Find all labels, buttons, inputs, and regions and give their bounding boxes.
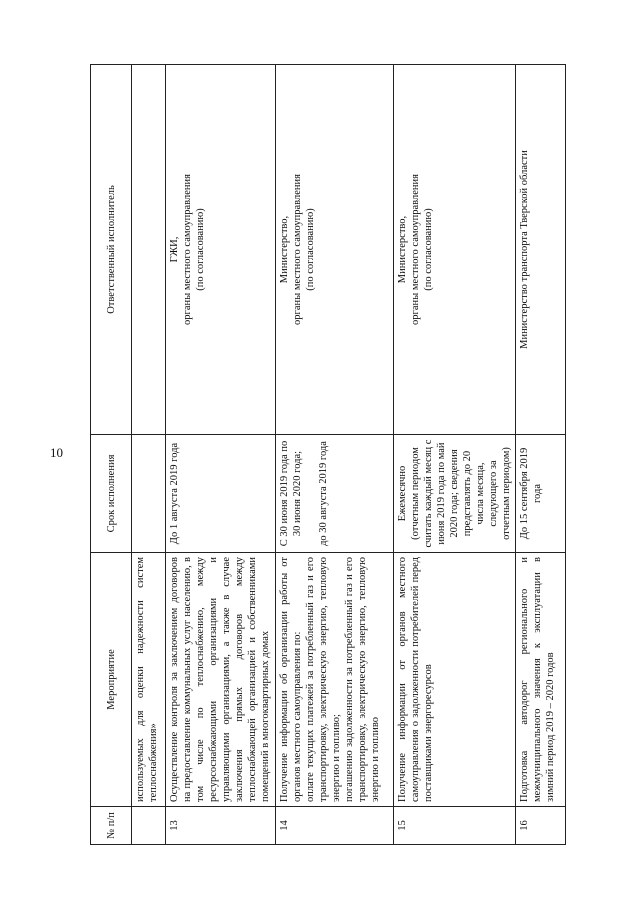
page-number: 10 [50,445,63,460]
row-deadline: До 15 сентября 2019 года [516,435,566,553]
row-executor: Министерство, органы местного самоуправления (по согласованию) [394,65,516,435]
header-deadline: Срок исполнения [91,435,132,553]
row-executor: ГЖИ, органы местного самоуправления (по согласованию) [166,65,276,435]
row-event: используемых для оценки надежности систем теплоснабжения» [132,553,166,807]
row-event: Получение информации от органов местного самоуправления о задолженности потребителей перед поставщиками энергоресурсов [394,553,516,807]
row-num: 15 [394,807,516,845]
row-num: 14 [276,807,394,845]
row-event: Подготовка автодорог регионального и межмуниципального значения к эксплуатации в зимний период 2019 – 2020 годов [516,553,566,807]
header-executor: Ответственный исполнитель [91,65,132,435]
table-row [166,65,276,845]
row-event: Осуществление контроля за заключением договоров на предоставление коммунальных услуг населению, в том числе по теплоснабжению, между ресурсоснабжающими организациями и управляющими организациями, а также в случае заключения прямых договоров между теплоснабжающей организацией и собственниками помещений в многоквартирных домах [166,553,276,807]
row-num: 13 [166,807,276,845]
events-table [90,64,566,845]
header-event: Мероприятие [91,553,132,807]
table-row [516,65,566,845]
row-deadline [132,435,166,553]
header-num: № п/п [91,807,132,845]
table-row [132,65,166,845]
table-row [394,65,516,845]
table-row [276,65,394,845]
row-num [132,807,166,845]
row-num: 16 [516,807,566,845]
row-deadline: До 1 августа 2019 года [166,435,276,553]
row-deadline: Ежемесячно (отчетным периодом считать каждый месяц с июня 2019 года по май 2020 года; сведения представлять до 20 числа месяца, следующего за отчетным периодом) [394,435,516,553]
table-header-row [91,65,132,845]
row-executor [132,65,166,435]
rotated-table-wrapper [90,65,555,845]
row-executor: Министерство транспорта Тверской области [516,65,566,435]
row-deadline: С 30 июня 2019 года по 30 июня 2020 года; до 30 августа 2019 года [276,435,394,553]
row-event: Получение информации об организации работы от органов местного самоуправления по: оплате текущих платежей за потребленный газ и его транспортировку, электрическую энергию, тепловую энергию и топливо; погашению задолженности за потребленный газ и его транспортировку, электрическую энергию, тепловую энергию и топливо [276,553,394,807]
row-executor: Министерство, органы местного самоуправления (по согласованию) [276,65,394,435]
